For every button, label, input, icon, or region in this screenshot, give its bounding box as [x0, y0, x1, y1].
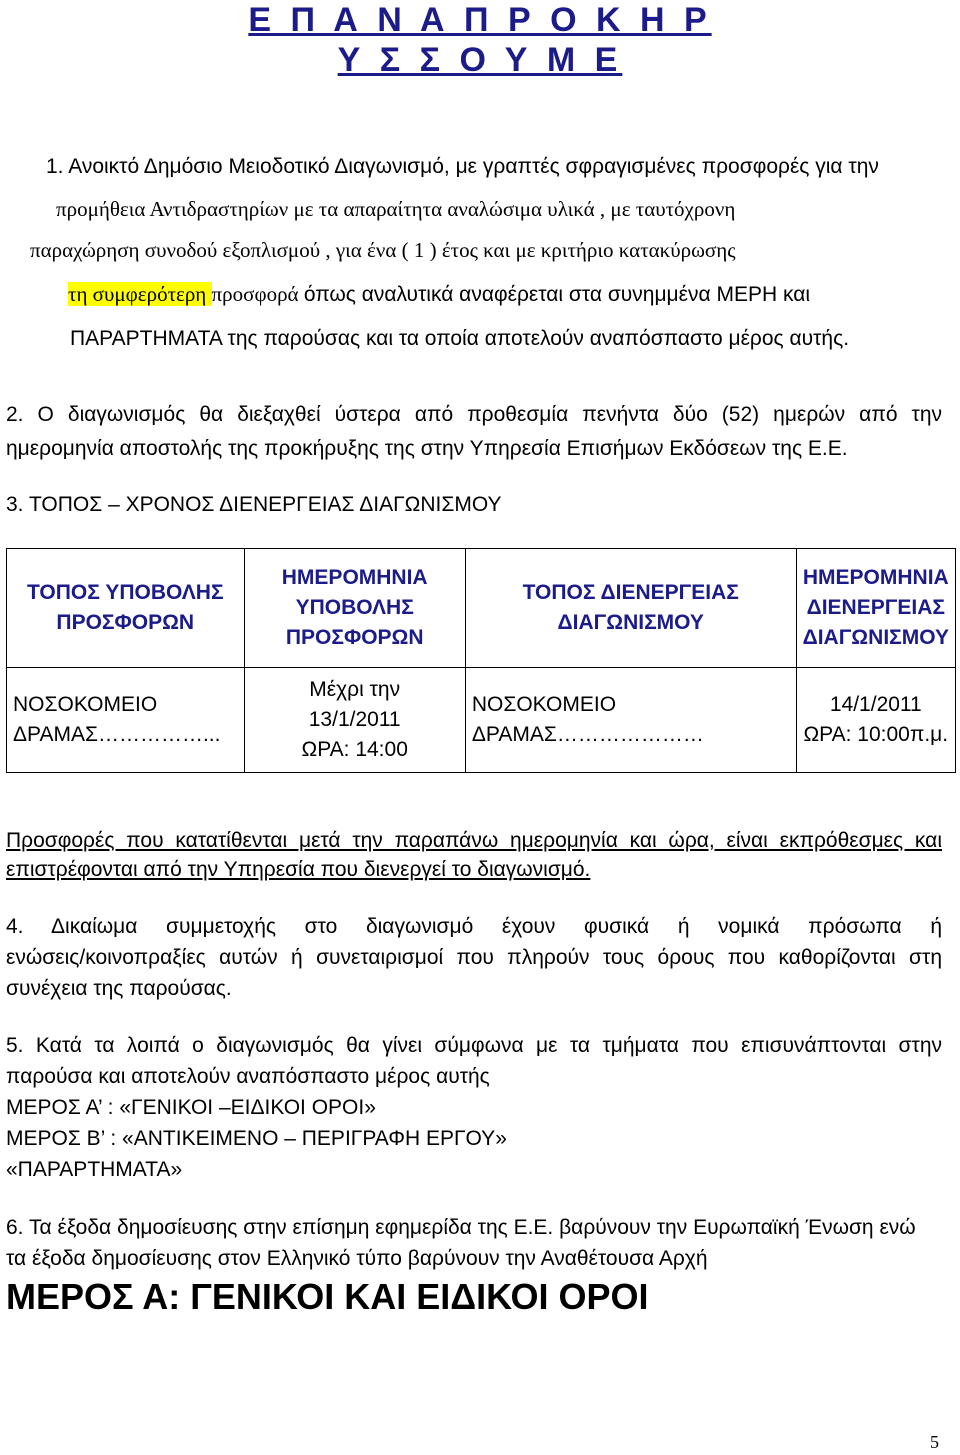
header-cell-2-line3: ΠΡΟΣΦΟΡΩΝ — [285, 626, 424, 649]
row-cell-2-line3: ΩΡΑ: 14:00 — [301, 738, 408, 761]
header-cell-4-line3: ΔΙΑΓΩΝΙΣΜΟΥ — [802, 626, 949, 649]
row-cell-date-submission — [244, 668, 465, 773]
table-header-row — [7, 549, 956, 668]
header-cell-1-line2: ΠΡΟΣΦΟΡΩΝ — [56, 611, 195, 634]
header-cell-2 — [244, 549, 465, 668]
row-cell-2-line2: 13/1/2011 — [308, 708, 401, 731]
item1-line4-serif: προσφορά — [211, 282, 304, 306]
item3-heading: 3. ΤΟΠΟΣ – ΧΡΟΝΟΣ ΔΙΕΝΕΡΓΕΙΑΣ ΔΙΑΓΩΝΙΣΜΟΥ — [6, 493, 502, 516]
row-cell-1-line1: ΝΟΣΟΚΟΜΕΙΟ — [13, 693, 158, 716]
item1-line5: ΠΑΡΑΡΤΗΜΑΤΑ της παρούσας και τα οποία αποτελούν αναπόσπαστο μέρος αυτής. — [70, 327, 850, 350]
item1-line2: προμήθεια Αντιδραστηρίων με τα απαραίτητα αναλώσιμα υλικά , με ταυτόχρονη — [56, 197, 736, 221]
item1-line3: παραχώρηση συνοδού εξοπλισμού , για ένα ( 1 ) έτος και με κριτήριο κατακύρωσης — [30, 238, 736, 262]
item6-line2: τα έξοδα δημοσίευσης στον Ελληνικό τύπο βαρύνουν την Αναθέτουσα Αρχή — [6, 1247, 708, 1270]
item1-line4 — [68, 273, 908, 316]
row-cell-date-tender — [796, 668, 955, 773]
item2-line2: ημερομηνία αποστολής της προκήρυξης της στην Υπηρεσία Επισήμων Εκδόσεων της Ε.Ε. — [6, 437, 848, 460]
header-cell-3-line1: ΤΟΠΟΣ ΔΙΕΝΕΡΓΕΙΑΣ — [522, 581, 739, 604]
highlighted-text: τη συμφερότερη — [68, 282, 212, 306]
item1-line1: 1. Ανοικτό Δημόσιο Μειοδοτικό Διαγωνισμό, με γραπτές σφραγισμένες προσφορές για την — [46, 155, 879, 178]
row-cell-place-submission — [7, 668, 245, 773]
header-cell-1-line1: ΤΟΠΟΣ ΥΠΟΒΟΛΗΣ — [26, 581, 224, 604]
item2-line1: 2. Ο διαγωνισμός θα διεξαχθεί ύστερα από προθεσμία πενήντα δύο (52) ημερών από την — [6, 403, 942, 426]
header-cell-4-line1: ΗΜΕΡΟΜΗΝΙΑ — [802, 566, 949, 589]
row-cell-3-line1: ΝΟΣΟΚΟΜΕΙΟ — [471, 693, 617, 716]
item4-line3: συνέχεια της παρούσας. — [6, 977, 232, 1000]
schedule-table — [6, 548, 956, 773]
header-cell-2-line2: ΥΠΟΒΟΛΗΣ — [295, 596, 414, 619]
item5-line5: «ΠΑΡΑΡΤΗΜΑΤΑ» — [6, 1158, 183, 1181]
header-cell-4-line2: ΔΙΕΝΕΡΓΕΙΑΣ — [806, 596, 945, 619]
page-number: 5 — [930, 1432, 939, 1452]
header-cell-2-line1: ΗΜΕΡΟΜΗΝΙΑ — [281, 566, 428, 589]
item5-line4: ΜΕΡΟΣ Β’ : «ΑΝΤΙΚΕΙΜΕΝΟ – ΠΕΡΙΓΡΑΦΗ ΕΡΓΟΥ» — [6, 1127, 507, 1150]
header-cell-3-line2: ΔΙΑΓΩΝΙΣΜΟΥ — [557, 611, 704, 634]
row-cell-2-line1: Μέχρι την — [309, 678, 401, 701]
row-cell-place-tender — [465, 668, 796, 773]
notice-line1: Προσφορές που κατατίθενται μετά την παραπάνω ημερομηνία και ώρα, είναι εκπρόθεσμες και — [6, 829, 942, 852]
part-title: ΜΕΡΟΣ Α: ΓΕΝΙΚΟΙ ΚΑΙ ΕΙΔΙΚΟΙ ΟΡΟΙ — [6, 1276, 649, 1317]
item5-line1: 5. Κατά τα λοιπά ο διαγωνισμός θα γίνει σύμφωνα με τα τμήματα που επισυνάπτονται στην — [6, 1034, 942, 1057]
item6-line1: 6. Τα έξοδα δημοσίευσης στην επίσημη εφημερίδα της Ε.Ε. βαρύνουν την Ευρωπαϊκή Ένωση ενώ — [6, 1216, 916, 1239]
item4-line2: ενώσεις/κοινοπραξίες αυτών ή συνεταιρισμοί που πληρούν τους όρους που καθορίζονται στη — [6, 946, 942, 969]
row-cell-4-line1: 14/1/2011 — [829, 693, 922, 716]
row-cell-3-line2: ΔΡΑΜΑΣ………………… — [471, 723, 704, 746]
notice-line2: επιστρέφονται από την Υπηρεσία που διενεργεί το διαγωνισμό. — [6, 858, 591, 881]
document-title: Ε Π Α Ν Α Π Ρ Ο Κ Η Ρ Υ Σ Σ Ο Υ Μ Ε — [248, 1, 712, 79]
item5-line3: ΜΕΡΟΣ Α’ : «ΓΕΝΙΚΟΙ –ΕΙΔΙΚΟΙ ΟΡΟΙ» — [6, 1096, 376, 1119]
row-cell-1-line2: ΔΡΑΜΑΣ……………... — [13, 723, 221, 746]
table-row — [7, 668, 956, 773]
item4-line1: 4. Δικαίωμα συμμετοχής στο διαγωνισμό έχουν φυσικά ή νομικά πρόσωπα ή — [6, 915, 942, 938]
item5-line2: παρούσα και αποτελούν αναπόσπαστο μέρος αυτής — [6, 1065, 490, 1088]
header-cell-1 — [7, 549, 245, 668]
header-cell-3 — [465, 549, 796, 668]
header-cell-4 — [796, 549, 955, 668]
item1-line4-rest: όπως αναλυτικά αναφέρεται στα συνημμένα ΜΕΡΗ και — [303, 283, 811, 306]
row-cell-4-line2: ΩΡΑ: 10:00π.μ. — [803, 723, 949, 746]
